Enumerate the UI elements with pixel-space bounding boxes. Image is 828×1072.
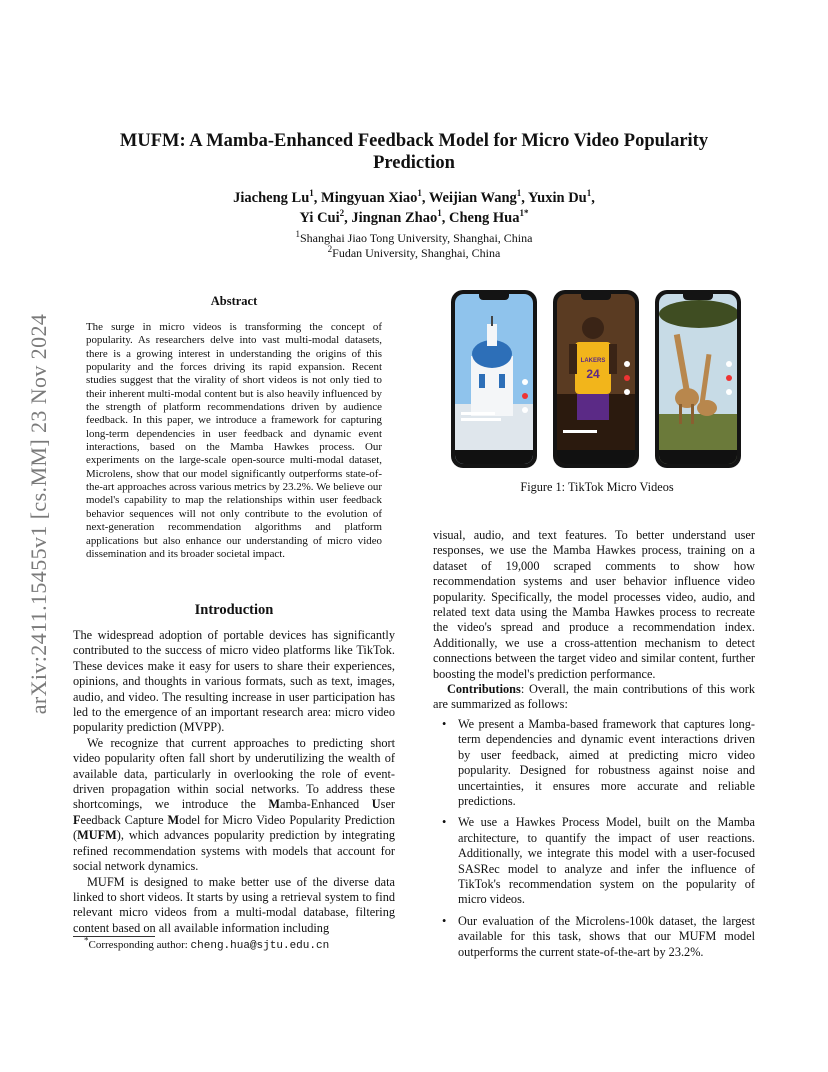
video-screen-basketball bbox=[557, 294, 635, 464]
author-name: Jingnan Zhao bbox=[351, 210, 438, 226]
author-name: Cheng Hua bbox=[448, 210, 520, 226]
intro-paragraph-1: The widespread adoption of portable devices has significantly contributed to the success of micro video platforms like TikTok. These devices make it easy for users to share their experiences, opinions, and thoughts in various formats, such as text, images, audio, and video. The resulting increase in user participation has led to the emergence of an important research area: micro video popularity prediction (MVPP). bbox=[73, 628, 395, 735]
svg-text:LAKERS: LAKERS bbox=[580, 358, 606, 364]
author-list: Jiacheng Lu$^1$, Mingyuan Xiao$^1$, Weijian Wang$^1$, Yuxin Du$^1$, Yi Cui$^2$, Jingnan Zhao$^1$, Cheng Hua$^{1*}$ bbox=[233, 188, 595, 226]
right-paragraph-1: visual, audio, and text features. To better understand user responses, we use the Mamba Hawkes process, training on a dataset of 19,000 scraped comments to show how recommendation systems and user behavior influence video popularity. Specifically, the model processes video, audio, and related text data using the Mamba Hawkes process to recreate the video's spread and produce a recommendation index. Additionally, we use a cross-attention mechanism to detect connections between the target video and similar content, further boosting the model's prediction performance. bbox=[433, 528, 755, 681]
affiliations bbox=[80, 231, 748, 261]
list-item: • We use a Hawkes Process Model, built on the Mamba architecture, to quantify the impact of user reactions. Additionally, we integrate this model with a user-focused SASRec model to analyze and infer the influence of TikTok's recommendation system on the popularity of micro videos. bbox=[433, 815, 755, 907]
phone-mockup bbox=[553, 290, 639, 468]
abstract-text: The surge in micro videos is transforming the concept of popularity. As researchers delve into vast multi-modal datasets, there is a growing interest in understanding the origins of this popularity and the forces driving its rapid expansion. Recent studies suggest that the virality of short videos is not only tied to their inherent multi-modal content but is also heavily influenced by the strength of platform recommendations driven by audience feedback. In this paper, we introduce a framework for capturing long-term dependencies in user feedback and dynamic event interactions, based on the Mamba Hawkes process. Our experiments on the large-scale open-source multi-modal dataset, Microlens, show that our model significantly outperforms state-of-the-art approaches across various metrics by 23.2%. We believe our model's capability to map the relationships within user feedback behavior sequences will not only contribute to the evolution of next-generation recommendation algorithms and platform applications but also enhance our understanding of micro video dissemination and its broader societal impact. bbox=[86, 321, 382, 560]
contributions-paragraph: Contributions: Overall, the main contributions of this work are summarized as follows: bbox=[433, 682, 755, 712]
intro-paragraph-2: We recognize that current approaches to predicting short video popularity often fall short by underutilizing the wealth of available data, particularly in overlooking the role of event-driven propagation within social networks. To address these shortcomings, we introduce the Mamba-Enhanced User Feedback Capture Model for Micro Video Popularity Prediction (MUFM), which advances popularity prediction by integrating refined recommendation systems with models that account for social network dynamics. bbox=[73, 735, 395, 874]
email-link[interactable]: cheng.hua@sjtu.edu.cn bbox=[190, 940, 330, 952]
arxiv-identifier: arXiv:2411.15455v1 [cs.MM] 23 Nov 2024 bbox=[26, 313, 51, 715]
author-name: Weijian Wang bbox=[428, 190, 517, 206]
paper-title: MUFM: A Mamba-Enhanced Feedback Model for Micro Video Popularity Prediction bbox=[119, 131, 709, 173]
svg-text:24: 24 bbox=[586, 367, 600, 381]
footnote: *Corresponding author: cheng.hua@sjtu.edu.cn bbox=[84, 935, 330, 952]
affiliation-line: $^2$Fudan University, Shanghai, China bbox=[327, 244, 501, 260]
list-item: • We present a Mamba-based framework that captures long-term dependencies and dynamic event interactions driven by user feedback, aimed at predicting micro video popularity. Designed for robustness against noise and uncertainties, it ensures more accurate and reliable predictions. bbox=[433, 717, 755, 809]
author-name: Mingyuan Xiao bbox=[321, 190, 418, 206]
introduction-heading: Introduction bbox=[194, 602, 274, 618]
left-column-body bbox=[73, 628, 395, 936]
phone-mockup bbox=[655, 290, 741, 468]
author-name: Jiacheng Lu bbox=[233, 190, 310, 206]
affiliation-line: $^1$Shanghai Jiao Tong University, Shanghai, China bbox=[295, 229, 533, 245]
abstract-heading: Abstract bbox=[210, 294, 258, 308]
figure-caption: Figure 1: TikTok Micro Videos bbox=[520, 480, 674, 494]
author-name: Yi Cui bbox=[299, 210, 340, 226]
right-column-body bbox=[433, 528, 755, 966]
figure-tiktok-phones bbox=[447, 290, 747, 468]
arxiv-sidebar bbox=[28, 270, 52, 760]
list-item: • Our evaluation of the Microlens-100k dataset, the largest available for this task, shows that our MUFM model outperforms the current state-of-the-art by 23.2%. bbox=[433, 914, 755, 960]
phone-mockup bbox=[451, 290, 537, 468]
author-name: Yuxin Du bbox=[528, 190, 587, 206]
video-screen-giraffes bbox=[659, 294, 737, 464]
intro-paragraph-3: MUFM is designed to make better use of the diverse data linked to short videos. It starts by using a retrieval system to find relevant micro videos from a multi-modal database, filtering content based on all available information including bbox=[73, 874, 395, 935]
video-screen-church bbox=[455, 294, 533, 464]
contributions-list bbox=[433, 717, 755, 960]
